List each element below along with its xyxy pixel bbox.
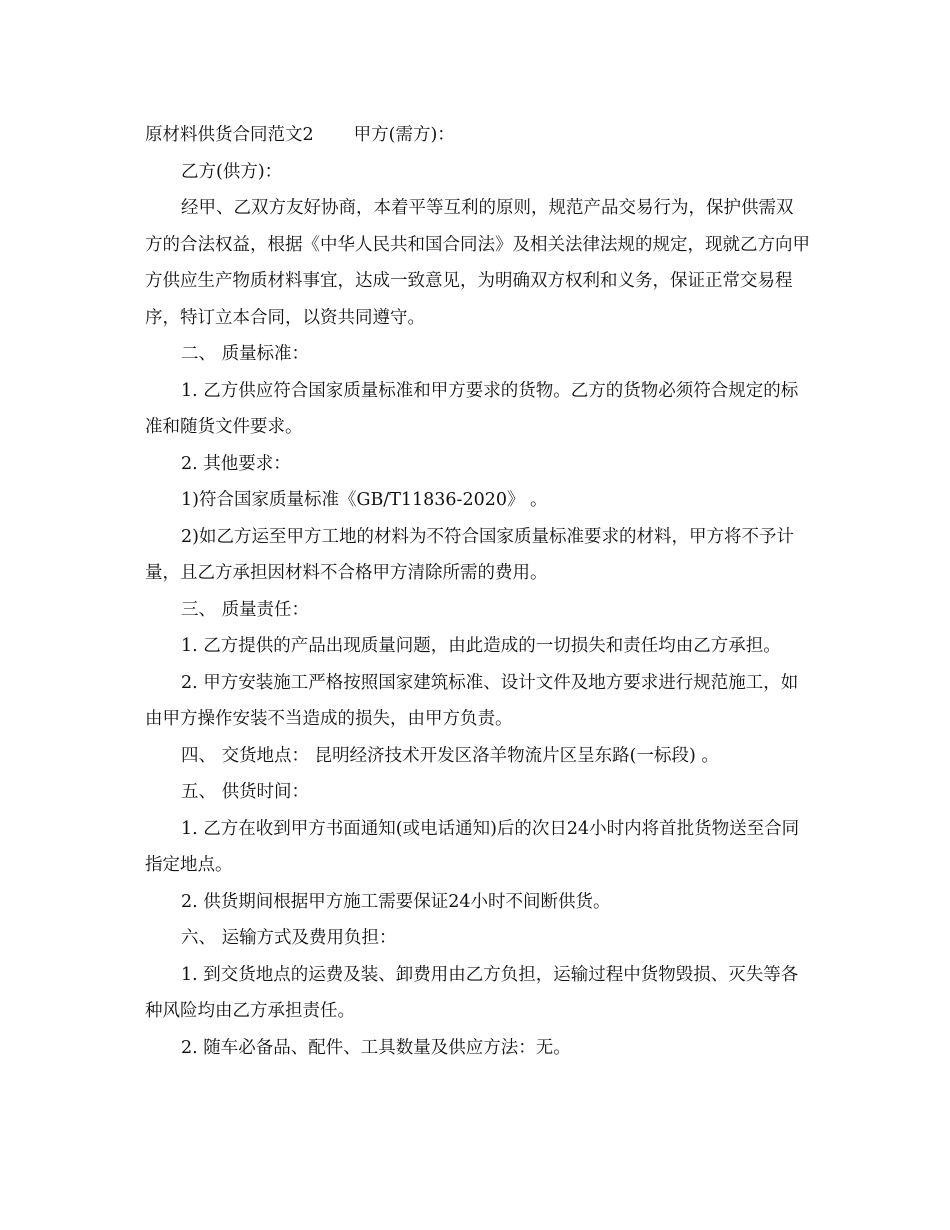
supply-time-item-2: 2. 供货期间根据甲方施工需要保证24小时不间断供货。 <box>181 891 611 912</box>
transport-item-2: 2. 随车必备品、配件、工具数量及供应方法：无。 <box>181 1037 571 1058</box>
title-line <box>145 117 810 154</box>
document-title: 原材料供货合同范文2 <box>145 125 314 145</box>
quality-standard-item-2: 2. 其他要求： <box>181 453 291 474</box>
section-heading-supply-time: 五、 供货时间： <box>181 782 310 802</box>
preamble-paragraph: 经甲、乙双方友好协商，本着平等互利的原则，规范产品交易行为，保护供需双方的合法权益，根据《中华人民共和国合同法》及相关法律法规的规定，现就乙方向甲方供应生产物质材料事宜，达成一致意见，为明确双方权利和义务，保证正常交易程序，特订立本合同，以资共同遵守。 <box>145 198 810 328</box>
document-body <box>145 117 810 1066</box>
section-heading-quality-standard: 二、 质量标准： <box>181 344 310 364</box>
quality-liability-item-1: 1. 乙方提供的产品出现质量问题，由此造成的一切损失和责任均由乙方承担。 <box>181 636 781 656</box>
quality-standard-sub-1: 1)符合国家质量标准《GB/T11836-2020》 。 <box>181 490 548 510</box>
party-b-label: 乙方(供方)： <box>181 161 283 182</box>
supply-time-item-1: 1. 乙方在收到甲方书面通知(或电话通知)后的次日24小时内将首批货物送至合同指定地点。 <box>145 818 800 875</box>
section-heading-delivery-location: 四、 交货地点： 昆明经济技术开发区洛羊物流片区呈东路(一标段) 。 <box>181 745 719 766</box>
transport-item-1: 1. 到交货地点的运费及装、卸费用由乙方负担，运输过程中货物毁损、灭失等各种风险均由乙方承担责任。 <box>145 964 799 1021</box>
quality-liability-item-2: 2. 甲方安装施工严格按照国家建筑标准、设计文件及地方要求进行规范施工，如由甲方操作安装不当造成的损失，由甲方负责。 <box>145 672 799 729</box>
section-heading-quality-liability: 三、 质量责任： <box>181 599 310 620</box>
quality-standard-item-1: 1. 乙方供应符合国家质量标准和甲方要求的货物。乙方的货物必须符合规定的标准和随货文件要求。 <box>145 380 799 437</box>
section-heading-transport: 六、 运输方式及费用负担： <box>181 928 397 948</box>
quality-standard-sub-2: 2)如乙方运至甲方工地的材料为不符合国家质量标准要求的材料，甲方将不予计量，且乙方承担因材料不合格甲方清除所需的费用。 <box>145 526 794 583</box>
party-a-label: 甲方(需方)： <box>353 125 455 145</box>
